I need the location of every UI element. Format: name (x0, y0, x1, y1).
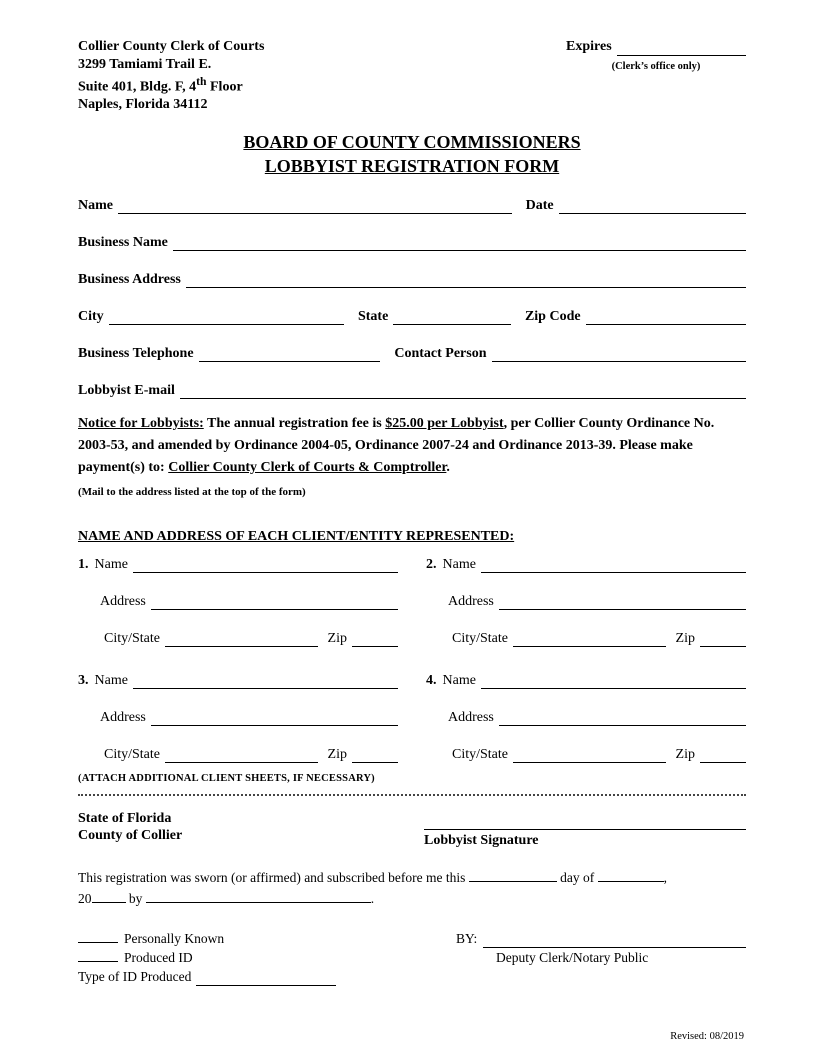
produced-id-row (78, 948, 388, 967)
client-3-name-line[interactable] (133, 674, 398, 689)
business-address-label: Business Address (78, 271, 181, 287)
section-divider (78, 794, 746, 796)
expires-row (566, 38, 746, 56)
clerk-address-line3: Naples, Florida 34112 (78, 97, 208, 113)
personally-known-row (78, 929, 388, 948)
lobbyist-fee-notice (78, 413, 740, 503)
expires-block (566, 38, 746, 114)
client-2-address-label: Address (448, 593, 494, 609)
client-3-citystate-row (78, 747, 398, 763)
clients-section-heading: NAME AND ADDRESS OF EACH CLIENT/ENTITY REPRESENTED: (78, 528, 515, 544)
clerk-address-line1: 3299 Tamiami Trail E. (78, 56, 212, 72)
clerk-address-line2-post: Floor (206, 79, 243, 95)
clients-grid (78, 557, 746, 763)
contact-person-field-line[interactable] (492, 347, 747, 362)
notary-sign-block (456, 929, 746, 986)
city-state-zip-row (78, 309, 746, 325)
state-label: State (357, 308, 389, 324)
client-2-citystate-label: City/State (452, 630, 508, 646)
client-2-name-line[interactable] (481, 558, 746, 573)
clerk-address-line2-sup: th (196, 75, 207, 88)
client-3-name-row (78, 673, 398, 689)
client-4-citystate-row (426, 747, 746, 763)
business-address-row (78, 272, 746, 288)
client-4-name-row (426, 673, 746, 689)
sworn-text-6: . (370, 890, 375, 906)
business-telephone-field-line[interactable] (199, 347, 381, 362)
client-1-name-label: Name (94, 556, 128, 572)
date-label: Date (525, 197, 554, 213)
business-name-label: Business Name (78, 234, 168, 250)
client-4-address-line[interactable] (499, 711, 746, 726)
client-1-citystate-label: City/State (104, 630, 160, 646)
sworn-text-3: , (663, 869, 668, 885)
lobbyist-email-row (78, 383, 746, 399)
client-4-name-label: Name (442, 672, 476, 688)
client-2-name-label: Name (442, 556, 476, 572)
sworn-text-4: 20 (78, 890, 92, 906)
client-4-zip-label: Zip (675, 746, 695, 762)
business-telephone-label: Business Telephone (78, 345, 194, 361)
client-1-number: 1. (78, 556, 89, 572)
by-label: BY: (456, 930, 478, 946)
client-1-address-label: Address (100, 593, 146, 609)
clerk-address-line2 (78, 73, 264, 96)
sworn-text-5: by (125, 890, 146, 906)
state-of-florida: State of Florida (78, 810, 172, 826)
personally-known-label: Personally Known (124, 930, 225, 946)
type-of-id-line[interactable] (196, 971, 336, 985)
client-4-name-line[interactable] (481, 674, 746, 689)
contact-person-label: Contact Person (394, 345, 487, 361)
zip-code-label: Zip Code (524, 308, 581, 324)
business-address-field-line[interactable] (186, 273, 746, 288)
lobbyist-email-label: Lobbyist E-mail (78, 382, 175, 398)
form-title-line2: LOBBYIST REGISTRATION FORM (264, 155, 560, 176)
personally-known-line[interactable] (78, 929, 118, 943)
form-title (78, 130, 746, 178)
client-2-zip-line[interactable] (700, 632, 746, 647)
business-name-field-line[interactable] (173, 236, 746, 251)
produced-id-line[interactable] (78, 948, 118, 962)
client-3-citystate-line[interactable] (165, 748, 318, 763)
client-3-citystate-label: City/State (104, 746, 160, 762)
attach-additional-sheets-note: (ATTACH ADDITIONAL CLIENT SHEETS, IF NECESSARY) (78, 772, 375, 784)
sworn-year-line[interactable] (92, 889, 126, 903)
name-label: Name (78, 197, 113, 213)
city-field-line[interactable] (109, 310, 344, 325)
clerk-address-block (78, 38, 264, 114)
lobbyist-email-field-line[interactable] (180, 384, 746, 399)
client-4-zip-line[interactable] (700, 748, 746, 763)
client-3-zip-label: Zip (327, 746, 347, 762)
client-1-name-line[interactable] (133, 558, 398, 573)
id-options (78, 929, 388, 986)
produced-id-label: Produced ID (124, 949, 193, 965)
client-block-1 (78, 557, 398, 647)
client-block-2 (426, 557, 746, 647)
lobbyist-signature-label: Lobbyist Signature (424, 832, 539, 848)
client-3-address-line[interactable] (151, 711, 398, 726)
client-3-number: 3. (78, 672, 89, 688)
notice-heading: Notice for Lobbyists: (78, 415, 204, 431)
client-1-zip-line[interactable] (352, 632, 398, 647)
deputy-clerk-label: Deputy Clerk/Notary Public (496, 949, 649, 965)
client-1-address-row (78, 594, 398, 610)
client-2-citystate-line[interactable] (513, 632, 666, 647)
expires-field-line[interactable] (617, 41, 746, 56)
sworn-day-line[interactable] (469, 868, 557, 882)
state-field-line[interactable] (393, 310, 511, 325)
client-4-number: 4. (426, 672, 437, 688)
form-header (78, 38, 746, 114)
client-2-address-line[interactable] (499, 595, 746, 610)
clerks-office-note: (Clerk’s office only) (611, 60, 701, 72)
by-row (456, 929, 746, 948)
telephone-contact-row (78, 346, 746, 362)
client-3-address-row (78, 710, 398, 726)
client-3-zip-line[interactable] (352, 748, 398, 763)
client-2-zip-label: Zip (675, 630, 695, 646)
notice-text-2: , per Collier County Ordinance No. 2003-53, and amended by Ordinance 2004-05, Ordinance 2007-24 and Ordinance 2013-39. Please make payment(s) to: (78, 415, 715, 475)
sworn-text-1: This registration was sworn (or affirmed) and subscribed before me this (78, 869, 469, 885)
type-of-id-label: Type of ID Produced (78, 968, 192, 984)
client-1-address-line[interactable] (151, 595, 398, 610)
clerk-address-line2-pre: Suite 401, Bldg. F, 4 (78, 79, 197, 95)
revision-note: Revised: 08/2019 (670, 1031, 744, 1042)
client-1-zip-label: Zip (327, 630, 347, 646)
sworn-statement (78, 867, 746, 909)
sworn-month-line[interactable] (598, 868, 664, 882)
client-block-4 (426, 673, 746, 763)
by-signature-line[interactable] (483, 934, 746, 948)
clerk-office-name: Collier County Clerk of Courts (78, 39, 265, 54)
client-4-address-label: Address (448, 709, 494, 725)
county-of-collier: County of Collier (78, 827, 183, 843)
sworn-by-name-line[interactable] (146, 889, 371, 903)
client-3-name-label: Name (94, 672, 128, 688)
client-2-citystate-row (426, 631, 746, 647)
type-of-id-row (78, 967, 336, 986)
mail-note: (Mail to the address listed at the top of the form) (78, 485, 306, 498)
notice-text-1: The annual registration fee is (203, 415, 386, 431)
client-3-address-label: Address (100, 709, 146, 725)
client-1-name-row (78, 557, 398, 573)
notary-header (78, 810, 746, 849)
zip-code-field-line[interactable] (586, 310, 746, 325)
lobbyist-signature-line[interactable] (424, 816, 746, 830)
signature-block (424, 810, 746, 849)
form-title-line1: BOARD OF COUNTY COMMISSIONERS (243, 131, 581, 152)
client-2-name-row (426, 557, 746, 573)
notice-fee-amount: $25.00 per Lobbyist (385, 415, 504, 431)
name-date-row (78, 198, 746, 214)
expires-label: Expires (566, 39, 612, 54)
notice-text-3: . (446, 459, 450, 475)
business-name-row (78, 235, 746, 251)
client-1-citystate-line[interactable] (165, 632, 318, 647)
client-1-citystate-row (78, 631, 398, 647)
client-2-address-row (426, 594, 746, 610)
client-4-citystate-label: City/State (452, 746, 508, 762)
client-4-address-row (426, 710, 746, 726)
client-2-number: 2. (426, 556, 437, 572)
client-block-3 (78, 673, 398, 763)
notice-payee: Collier County Clerk of Courts & Comptroller (168, 459, 447, 475)
client-4-citystate-line[interactable] (513, 748, 666, 763)
name-field-line[interactable] (118, 199, 512, 214)
state-county-block (78, 810, 182, 849)
sworn-text-2: day of (556, 869, 598, 885)
date-field-line[interactable] (559, 199, 746, 214)
id-verification-block (78, 929, 746, 986)
city-label: City (78, 308, 104, 324)
